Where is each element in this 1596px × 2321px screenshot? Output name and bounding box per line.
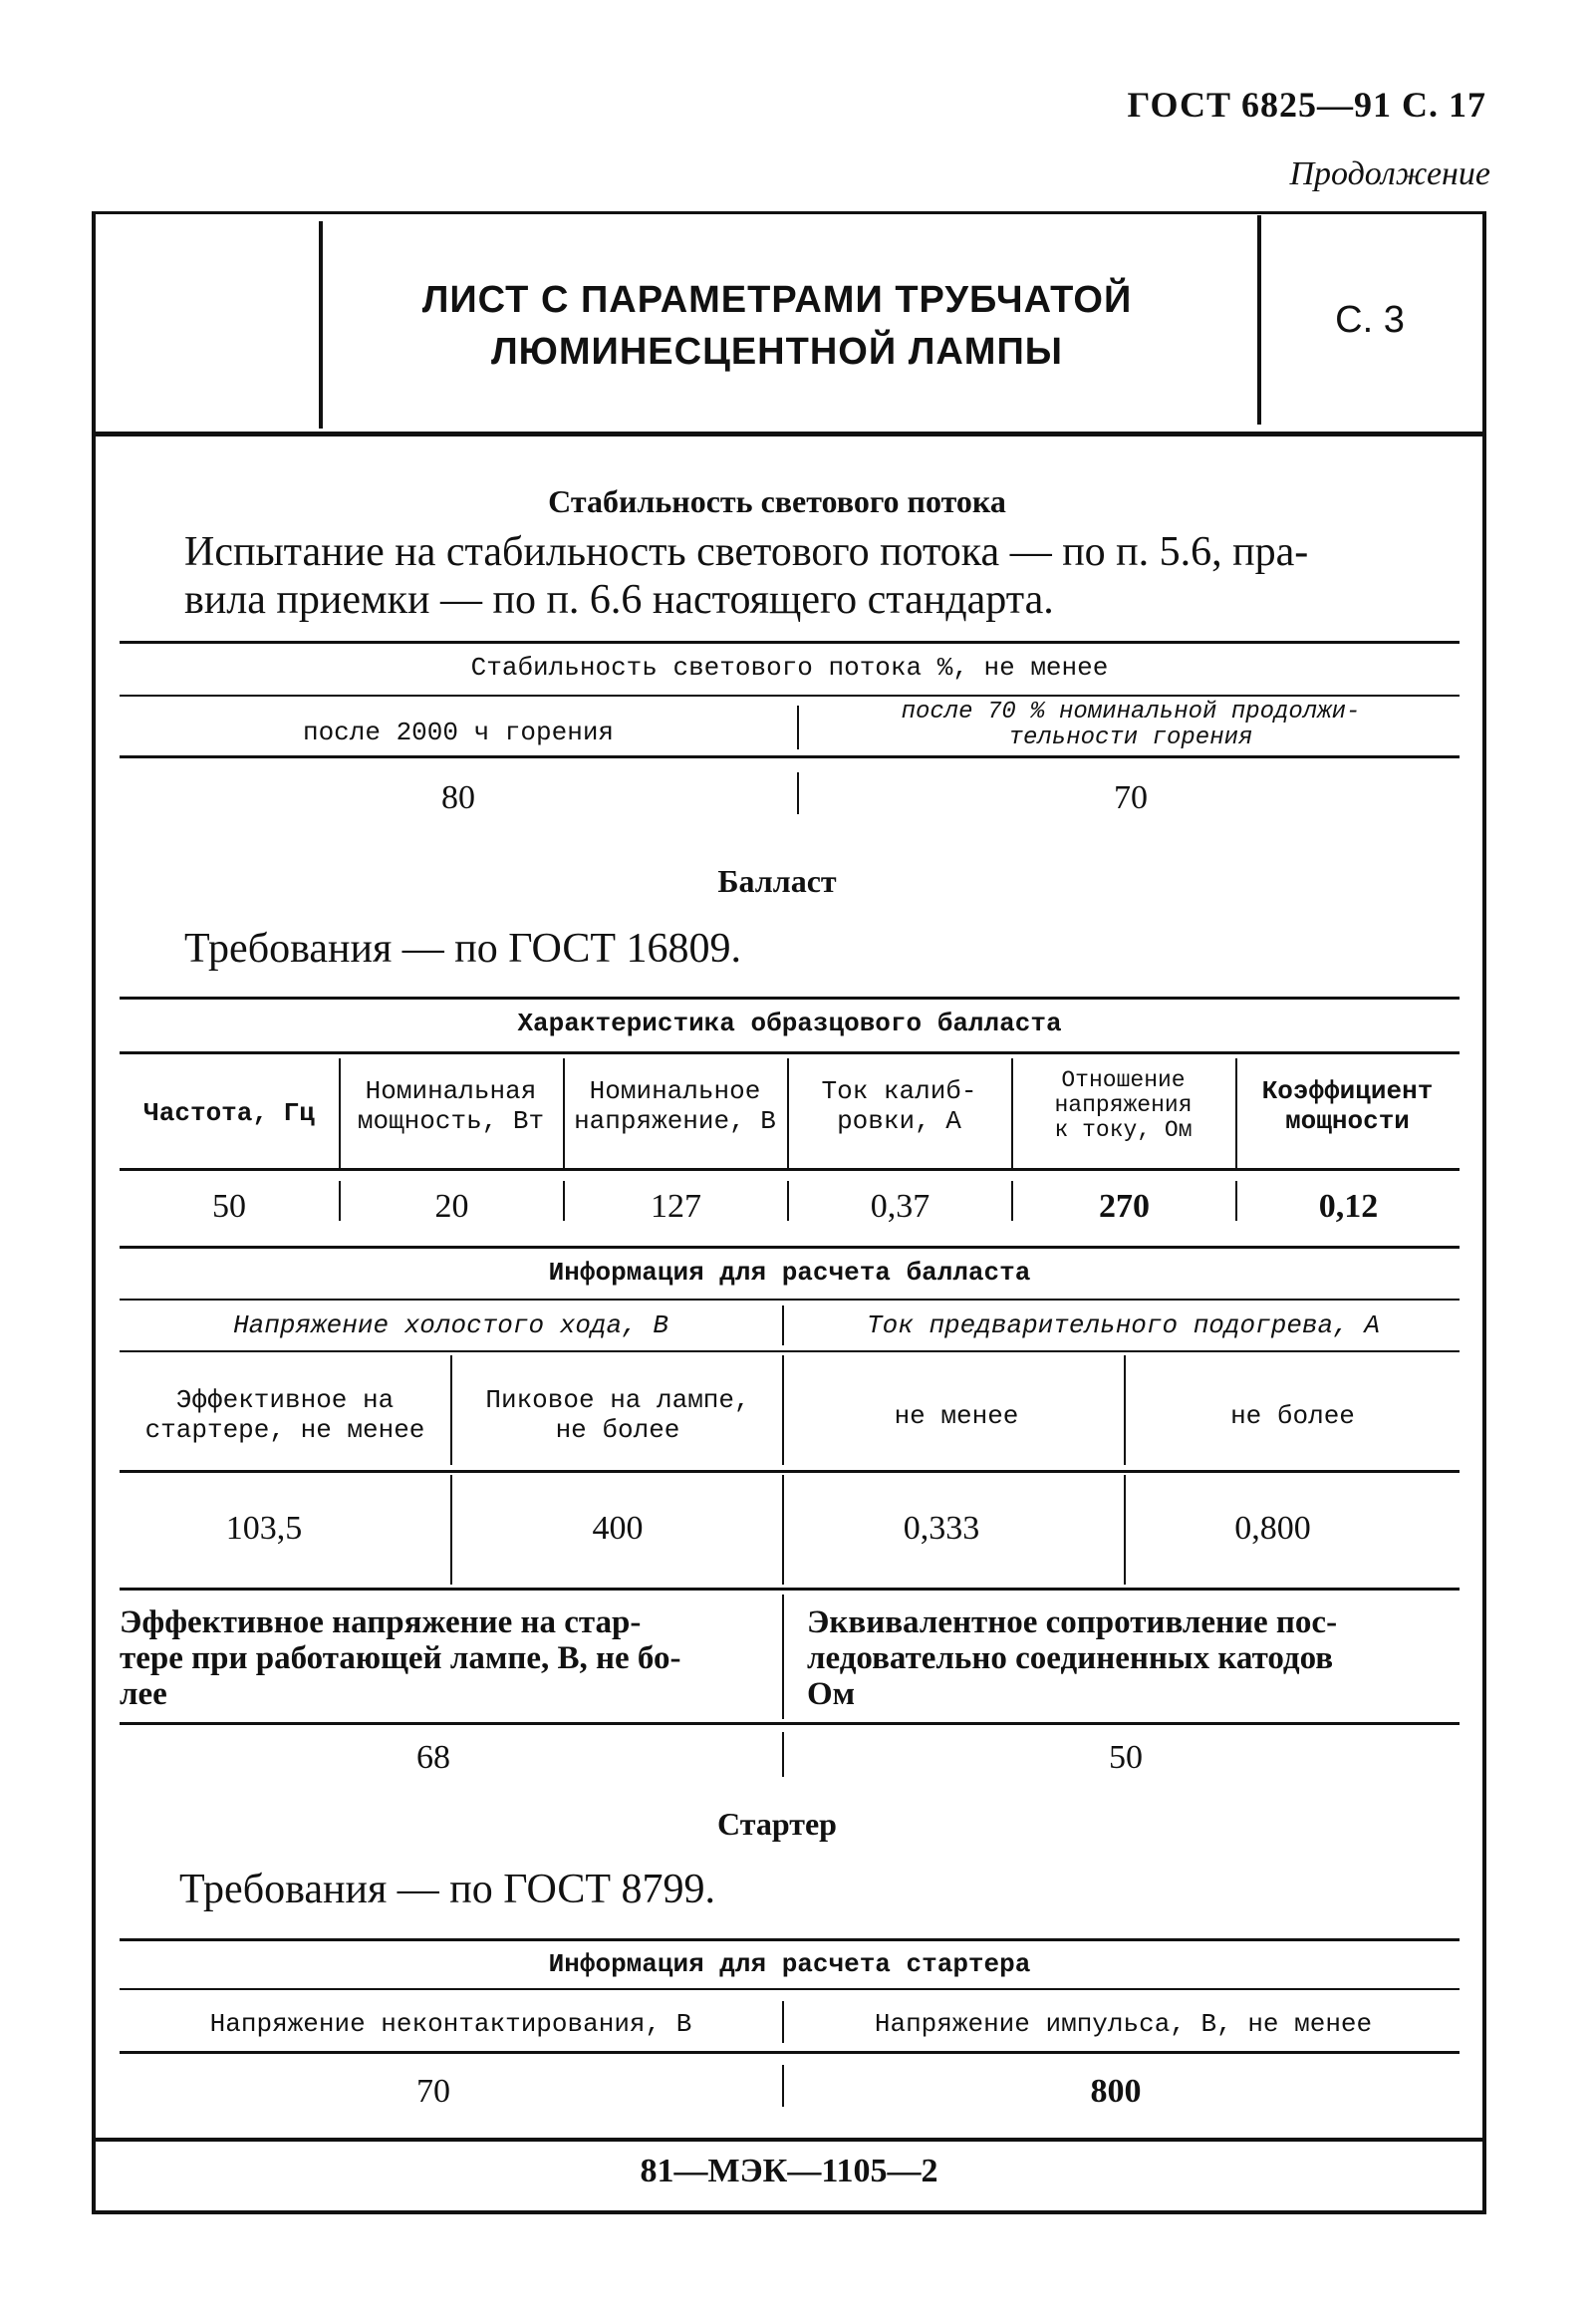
col-divider [1124, 1475, 1126, 1585]
col-divider [450, 1355, 452, 1465]
ref-header-ratio-line2: напряжения [1054, 1092, 1193, 1118]
eff-voltage-starter-caption [120, 1604, 757, 1712]
ref-header-voltage [563, 1076, 787, 1136]
ref-value-power: 20 [434, 1188, 469, 1225]
stability-col2-header [807, 700, 1455, 751]
ref-header-ratio [1011, 1068, 1235, 1143]
col-divider [787, 1058, 789, 1168]
ref-header-voltage-line2: напряжение, В [574, 1106, 776, 1136]
col-divider [782, 1355, 784, 1465]
ref-header-current-line1: Ток калиб- [821, 1076, 977, 1106]
col-divider [1011, 1058, 1013, 1168]
col-divider [782, 1306, 784, 1345]
col-divider [787, 1181, 789, 1221]
col-divider [1235, 1181, 1237, 1221]
rule [120, 1588, 1460, 1591]
ref-value-ratio: 270 [1099, 1188, 1150, 1225]
stability-value-70pct: 70 [1114, 779, 1148, 816]
ref-header-power [339, 1076, 563, 1136]
col-divider [782, 2065, 784, 2107]
rule [120, 755, 1460, 758]
sub-value-max: 0,800 [1234, 1510, 1311, 1547]
sub-header-min: не менее [894, 1401, 1019, 1431]
ref-value-power-factor: 0,12 [1318, 1188, 1379, 1225]
starter-nonoperating-voltage-header: Напряжение неконтактирования, В [209, 2009, 692, 2039]
stability-text [184, 528, 1479, 624]
stability-table-title: Стабильность светового потока %, не менее [470, 653, 1109, 683]
col-divider [339, 1058, 341, 1168]
ref-header-ratio-line1: Отношение [1061, 1067, 1186, 1093]
ref-header-power-line1: Номинальная [365, 1076, 537, 1106]
sub-value-peak-lamp: 400 [592, 1510, 644, 1547]
cathode-resistance-caption-line1: Эквивалентное сопротивление пос- [807, 1604, 1338, 1640]
rule [120, 695, 1460, 697]
starter-requirement: Требования — по ГОСТ 8799. [179, 1867, 715, 1912]
stability-text-line1: Испытание на стабильность светового потока — по п. 5.6, пра- [184, 529, 1309, 575]
col-divider [797, 706, 799, 749]
rule [120, 1051, 1460, 1054]
col-divider [1011, 1181, 1013, 1221]
cathode-resistance-value: 50 [1109, 1739, 1143, 1776]
rule [120, 1722, 1460, 1725]
cathode-resistance-caption-line3: Ом [807, 1676, 856, 1712]
ballast-calc-title: Информация для расчета балласта [548, 1258, 1031, 1288]
stability-text-line2: вила приемки — по п. 6.6 настоящего стандарта. [184, 577, 1054, 623]
rule [120, 1350, 1460, 1352]
sheet-title-line1: ЛИСТ С ПАРАМЕТРАМИ ТРУБЧАТОЙ [421, 279, 1133, 321]
cathode-resistance-caption [807, 1604, 1455, 1712]
sub-header-peak-lamp-line1: Пиковое на лампе, [485, 1385, 750, 1415]
starter-calc-title: Информация для расчета стартера [548, 1949, 1031, 1979]
col-divider [339, 1181, 341, 1221]
ref-header-frequency-line1: Частота, Гц [143, 1098, 315, 1128]
eff-voltage-starter-caption-line3: лее [120, 1676, 167, 1712]
col-divider [563, 1181, 565, 1221]
ref-header-current-line2: ровки, А [837, 1106, 961, 1136]
rule [120, 1938, 1460, 1941]
ref-header-power-factor-line2: мощности [1285, 1106, 1410, 1136]
standard-header: ГОСТ 6825—91 С. 17 [1127, 85, 1486, 125]
rule [120, 997, 1460, 1000]
sheet-title [329, 274, 1225, 378]
col-divider [450, 1475, 452, 1585]
col-divider [782, 2001, 784, 2043]
eff-voltage-starter-value: 68 [416, 1739, 450, 1776]
rule [120, 641, 1460, 644]
ref-header-power-factor [1235, 1076, 1460, 1136]
sub-value-min: 0,333 [903, 1510, 980, 1547]
col-divider [782, 1595, 784, 1719]
stability-col2-header-line1: после 70 % номинальной продолжи- [901, 699, 1361, 725]
ballast-requirement: Требования — по ГОСТ 16809. [184, 926, 741, 972]
sheet-title-line2: ЛЮМИНЕСЦЕНТНОЙ ЛАМПЫ [491, 331, 1063, 373]
sub-header-eff-starter [120, 1385, 450, 1445]
sub-header-eff-starter-line2: стартере, не менее [144, 1415, 425, 1445]
starter-nonoperating-voltage-value: 70 [416, 2073, 450, 2110]
rule [120, 1299, 1460, 1301]
sub-value-eff-starter: 103,5 [225, 1510, 303, 1547]
title-divider-left [319, 221, 323, 429]
cathode-resistance-caption-line2: ледовательно соединенных катодов [807, 1640, 1334, 1676]
sub-header-eff-starter-line1: Эффективное на [175, 1385, 395, 1415]
footer-rule [96, 2138, 1482, 2142]
ref-header-power-line2: мощность, Вт [357, 1106, 545, 1136]
ref-value-frequency: 50 [212, 1188, 246, 1225]
sub-header-peak-lamp-line2: не более [555, 1415, 680, 1445]
reference-ballast-title: Характеристика образцового балласта [517, 1009, 1062, 1038]
col-divider [1235, 1058, 1237, 1168]
ballast-heading: Балласт [717, 863, 837, 899]
ref-value-voltage: 127 [651, 1188, 701, 1225]
ref-header-current [787, 1076, 1011, 1136]
stability-value-2000h: 80 [441, 779, 475, 816]
ref-header-ratio-line3: к току, Ом [1054, 1117, 1193, 1143]
rule [120, 1168, 1460, 1171]
preheat-header: Ток предварительного подогрева, А [867, 1310, 1380, 1340]
starter-pulse-voltage-value: 800 [1090, 2073, 1142, 2110]
col-divider [782, 1732, 784, 1777]
starter-pulse-voltage-header: Напряжение импульса, В, не менее [874, 2009, 1373, 2039]
eff-voltage-starter-caption-line2: тере при работающей лампе, В, не бо- [120, 1640, 681, 1676]
stability-col2-header-line2: тельности горения [1008, 725, 1253, 751]
rule [120, 1988, 1460, 1990]
ref-header-frequency [120, 1098, 339, 1128]
continuation-label: Продолжение [1289, 155, 1490, 192]
stability-col1-header: после 2000 ч горения [302, 718, 615, 747]
rule [120, 1470, 1460, 1473]
sheet-page-number: С. 3 [1335, 299, 1405, 341]
ref-header-power-factor-line1: Коэффициент [1261, 1076, 1434, 1106]
ref-header-voltage-line1: Номинальное [589, 1076, 761, 1106]
title-divider-right [1257, 215, 1261, 425]
col-divider [1124, 1355, 1126, 1465]
sub-header-peak-lamp [453, 1385, 782, 1445]
rule [120, 1246, 1460, 1249]
ref-value-current: 0,37 [870, 1188, 931, 1225]
sub-header-max: не более [1230, 1401, 1355, 1431]
col-divider [563, 1058, 565, 1168]
rule [120, 2051, 1460, 2054]
col-divider [797, 772, 799, 814]
footer-code: 81—МЭК—1105—2 [640, 2153, 938, 2189]
eff-voltage-starter-caption-line1: Эффективное напряжение на стар- [120, 1604, 642, 1640]
starter-heading: Стартер [717, 1806, 837, 1842]
col-divider [782, 1475, 784, 1585]
ocv-header: Напряжение холостого хода, В [233, 1310, 668, 1340]
stability-heading: Стабильность светового потока [548, 483, 1006, 519]
